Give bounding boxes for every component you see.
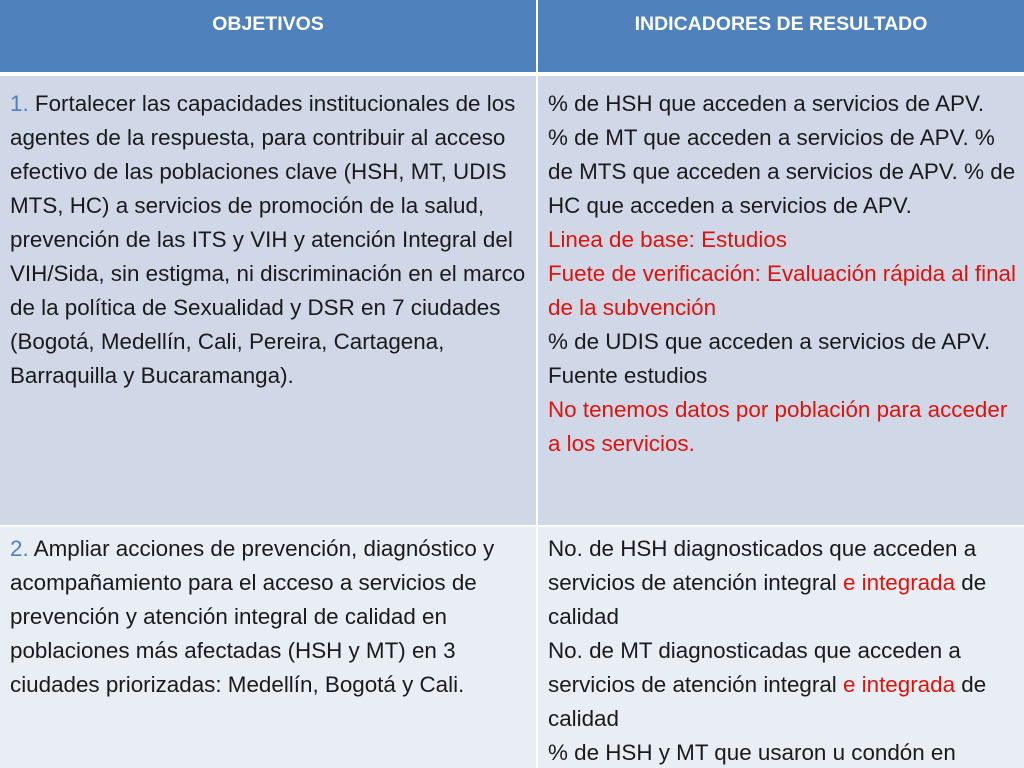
table-header-row: [0, 0, 1024, 74]
indicator-cell-2: [537, 526, 1024, 768]
objective-number: 2.: [10, 536, 29, 561]
objective-text: Ampliar acciones de prevención, diagnóstico y acompañamiento para el acceso a servicios de prevención y atención integral de calidad en poblaciones más afectadas (HSH y MT) en 3 ciudades priorizadas: Medellín, Bogotá y Cali.: [10, 536, 495, 697]
indicator-text: No. de MT diagnosticadas que acceden a servicios de atención integral: [548, 638, 961, 697]
indicator-text: No. de HSH diagnosticados que acceden a servicios de atención integral: [548, 536, 977, 595]
indicator-emphasis: e integrada: [842, 672, 956, 697]
indicator-linea-base: Linea de base: Estudios: [548, 227, 788, 252]
objective-text: Fortalecer las capacidades institucionales de los agentes de la respuesta, para contribuir al acceso efectivo de las poblaciones clave (HSH, MT, UDIS MTS, HC) a servicios de promoción de la salud, prevención de las ITS y VIH y atención Integral del VIH/Sida, sin estigma, ni discriminación en el marco de la política de Sexualidad y DSR en 7 ciudades (Bogotá, Medellín, Cali, Pereira, Cartagena, Barraquilla y Bucaramanga).: [10, 91, 526, 388]
indicator-hsh-atencion: [548, 532, 1016, 634]
indicator-mt-atencion: [548, 634, 1016, 736]
indicator-sin-datos: No tenemos datos por población para acceder a los servicios.: [548, 397, 1008, 456]
indicator-fuente-verificacion: Fuete de verificación: Evaluación rápida al final de la subvención: [548, 261, 1016, 320]
indicator-text: de calidad: [548, 570, 987, 629]
objective-cell-2: [0, 526, 537, 768]
indicator-cell-1: [537, 74, 1024, 526]
objective-number: 1.: [10, 91, 29, 116]
indicator-mt-mts-hc-apv: % de MT que acceden a servicios de APV. % de MTS que acceden a servicios de APV. % de HC que acceden a servicios de APV.: [548, 125, 1016, 218]
table-row: [0, 74, 1024, 526]
indicator-hsh-apv: % de HSH que acceden a servicios de APV.: [548, 91, 985, 116]
table-row: [0, 526, 1024, 768]
indicator-text: de calidad: [548, 672, 987, 731]
header-indicadores: INDICADORES DE RESULTADO: [537, 0, 1024, 74]
header-objetivos: OBJETIVOS: [0, 0, 537, 74]
indicator-udis-apv: % de UDIS que acceden a servicios de APV. Fuente estudios: [548, 329, 991, 388]
indicator-emphasis: e integrada: [842, 570, 956, 595]
objective-cell-1: [0, 74, 537, 526]
indicator-condon: % de HSH y MT que usaron u condón en: [548, 740, 956, 765]
